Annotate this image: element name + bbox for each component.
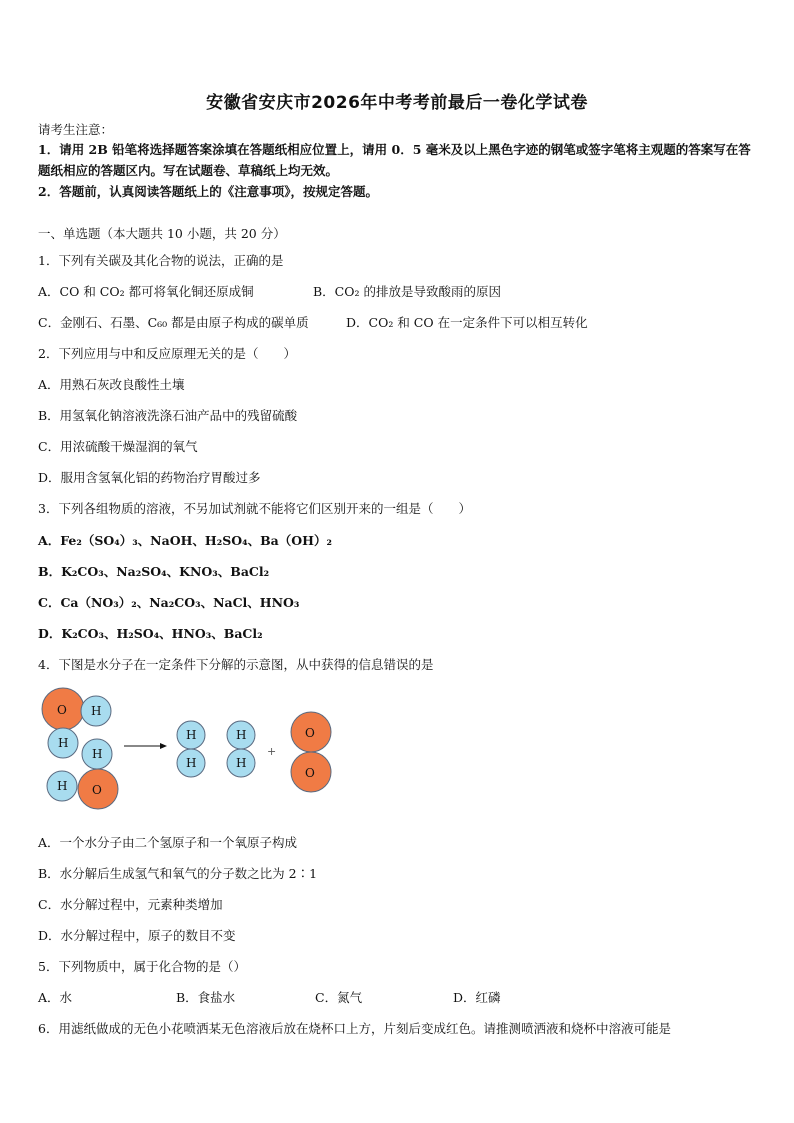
hydrogen-atom-label: H <box>58 736 69 750</box>
oxygen-molecule <box>291 712 331 792</box>
question-1-option-c: C．金刚石、石墨、C₆₀ 都是由原子构成的碳单质 <box>38 315 309 330</box>
notice-item-1: 1．请用 2B 铅笔将选择题答案涂填在答题纸相应位置上，请用 0．5 毫米及以上黑色字迹的钢笔或签字笔将主观题的答案写在答题纸相应的答题区内。写在试题卷、草稿纸上均无效。 <box>38 142 751 178</box>
oxygen-atom-label: O <box>305 726 315 740</box>
hydrogen-molecule-2 <box>227 721 255 777</box>
oxygen-atom-label: O <box>92 783 102 797</box>
question-2-option-c: C．用浓硫酸干燥湿润的氧气 <box>38 439 198 454</box>
question-5-option-a: A．水 <box>38 990 73 1005</box>
notice-heading: 请考生注意： <box>38 122 114 137</box>
section-heading: 一、单选题（本大题共 10 小题，共 20 分） <box>38 226 286 241</box>
question-2-option-b: B．用氢氧化钠溶液洗涤石油产品中的残留硫酸 <box>38 408 298 423</box>
question-1-stem: 1．下列有关碳及其化合物的说法，正确的是 <box>38 253 284 268</box>
question-3-option-c: C．Ca（NO₃）₂、Na₂CO₃、NaCl、HNO₃ <box>38 595 300 610</box>
question-5-stem: 5．下列物质中，属于化合物的是（） <box>38 959 246 974</box>
question-4-option-c: C．水分解过程中，元素种类增加 <box>38 897 223 912</box>
hydrogen-atom-label: H <box>186 756 197 770</box>
hydrogen-atom-label: H <box>92 747 103 761</box>
question-5-option-d: D．红磷 <box>453 990 501 1005</box>
question-4-stem: 4．下图是水分子在一定条件下分解的示意图，从中获得的信息错误的是 <box>38 657 434 672</box>
question-1-option-d: D．CO₂ 和 CO 在一定条件下可以相互转化 <box>346 315 588 330</box>
notice-item-2: 2．答题前，认真阅读答题纸上的《注意事项》，按规定答题。 <box>38 184 378 199</box>
question-5-option-c: C．氮气 <box>315 990 363 1005</box>
hydrogen-atom-label: H <box>186 728 197 742</box>
question-1-option-a: A．CO 和 CO₂ 都可将氧化铜还原成铜 <box>38 284 254 299</box>
page-title: 安徽省安庆市2026年中考考前最后一卷化学试卷 <box>206 93 588 113</box>
plus-sign: + <box>267 745 277 758</box>
hydrogen-atom-label: H <box>57 779 68 793</box>
question-2-option-d: D．服用含氢氧化铝的药物治疗胃酸过多 <box>38 470 261 485</box>
hydrogen-atom-label: H <box>91 704 102 718</box>
question-4-option-d: D．水分解过程中，原子的数目不变 <box>38 928 236 943</box>
question-3-option-d: D．K₂CO₃、H₂SO₄、HNO₃、BaCl₂ <box>38 626 263 641</box>
question-1-option-b: B．CO₂ 的排放是导致酸雨的原因 <box>313 284 501 299</box>
question-2-option-a: A．用熟石灰改良酸性土壤 <box>38 377 185 392</box>
question-2-stem: 2．下列应用与中和反应原理无关的是（ ） <box>38 346 296 361</box>
question-3-option-b: B．K₂CO₃、Na₂SO₄、KNO₃、BaCl₂ <box>38 564 270 579</box>
question-3-option-a: A．Fe₂（SO₄）₃、NaOH、H₂SO₄、Ba（OH）₂ <box>38 533 332 548</box>
oxygen-atom-label: O <box>57 703 67 717</box>
question-3-stem: 3．下列各组物质的溶液，不另加试剂就不能将它们区别开来的一组是（ ） <box>38 501 471 516</box>
question-4-option-b: B．水分解后生成氢气和氧气的分子数之比为 2∶1 <box>38 866 318 881</box>
water-decomposition-diagram <box>36 682 356 812</box>
oxygen-atom-label: O <box>305 766 315 780</box>
question-6-stem: 6．用滤纸做成的无色小花喷洒某无色溶液后放在烧杯口上方，片刻后变成红色。请推测喷洒液和烧杯中溶液可能是 <box>38 1021 671 1036</box>
hydrogen-atom-label: H <box>236 728 247 742</box>
question-4-option-a: A．一个水分子由二个氢原子和一个氧原子构成 <box>38 835 298 850</box>
reaction-arrow-icon <box>124 743 167 749</box>
hydrogen-atom-label: H <box>236 756 247 770</box>
question-5-option-b: B．食盐水 <box>176 990 236 1005</box>
hydrogen-molecule-1 <box>177 721 205 777</box>
